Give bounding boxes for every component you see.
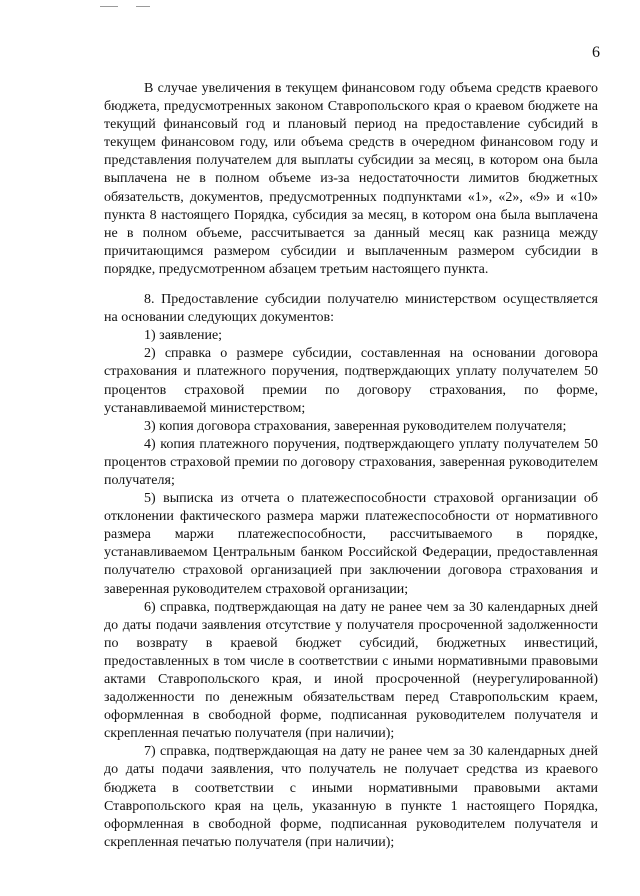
list-item-7: 7) справка, подтверждающая на дату не ранее чем за 30 календарных дней до даты подачи заявления, что получатель не получает средства из краевого бюджета в соответствии с иными нормативными правовыми актами Ставропольского края на цель, указанную в пункте 1 настоящего Порядка, оформленная в свободной форме, подписанная руководителем получателя и скрепленная печатью получателя (при наличии); bbox=[104, 744, 598, 850]
list-item-1: 1) заявление; bbox=[144, 328, 223, 344]
list-item-5: 5) выписка из отчета о платежеспособности страховой организации об отклонении фактического размера маржи платежеспособности от нормативного размера маржи платежеспособности, рассчитываемого в порядке, устанавливаемом Центральным банком Российской Федерации, предоставленная получателю страховой организацией при заключении договора страхования и заверенная руководителем страховой организации; bbox=[104, 491, 598, 597]
paragraph-gap bbox=[104, 279, 598, 291]
list-item-2: 2) справка о размере субсидии, составленная на основании договора страхования и платежного поручения, подтверждающих уплату получателем 50 процентов страховой премии по договору страхования, по форме, устанавливаемой министерством; bbox=[104, 346, 598, 416]
list-item-3: 3) копия договора страхования, заверенная руководителем получателя; bbox=[144, 418, 567, 434]
scan-artifact bbox=[136, 6, 150, 7]
page-number: 6 bbox=[592, 44, 600, 61]
scan-artifact bbox=[100, 6, 118, 7]
list-item-6: 6) справка, подтверждающая на дату не ранее чем за 30 календарных дней до даты подачи заявления отсутствие у получателя просроченной задолженности по возврату в краевой бюджет субсидий, бюджетных инвестиций, предоставленных в том числе в соответствии с иными нормативными правовыми актами Ставропольского края, и иной просроченной (неурегулированной) задолженности по денежным обязательствам перед Ставропольским краем, оформленная в свободной форме, подписанная руководителем получателя и скрепленная печатью получателя (при наличии); bbox=[104, 599, 598, 742]
paragraph-budget-increase: В случае увеличения в текущем финансовом году объема средств краевого бюджета, предусмотренных законом Ставропольского края о краевом бюджете на текущий финансовый год и плановый период на предоставление субсидий в текущем финансовом году, или объема средств в очередном финансовом году и представления получателем для выплаты субсидии за месяц, в котором она была выплачена не в полном объеме из-за недостаточности лимитов бюджетных обязательств, документов, предусмотренных подпунктами «1», «2», «9» и «10» пункта 8 настоящего Порядка, субсидия за месяц, в котором она была выплачена не в полном объеме, рассчитывается за данный месяц как разница между причитающимся размером субсидии и выплаченным размером субсидии в порядке, предусмотренном абзацем третьим настоящего пункта. bbox=[104, 81, 598, 277]
paragraph-item-8: 8. Предоставление субсидии получателю министерством осуществляется на основании следующих документов: bbox=[104, 292, 598, 326]
list-item-4: 4) копия платежного поручения, подтверждающего уплату получателем 50 процентов страховой премии по договору страхования, заверенная руководителем получателя; bbox=[104, 436, 598, 488]
document-body bbox=[104, 80, 598, 852]
